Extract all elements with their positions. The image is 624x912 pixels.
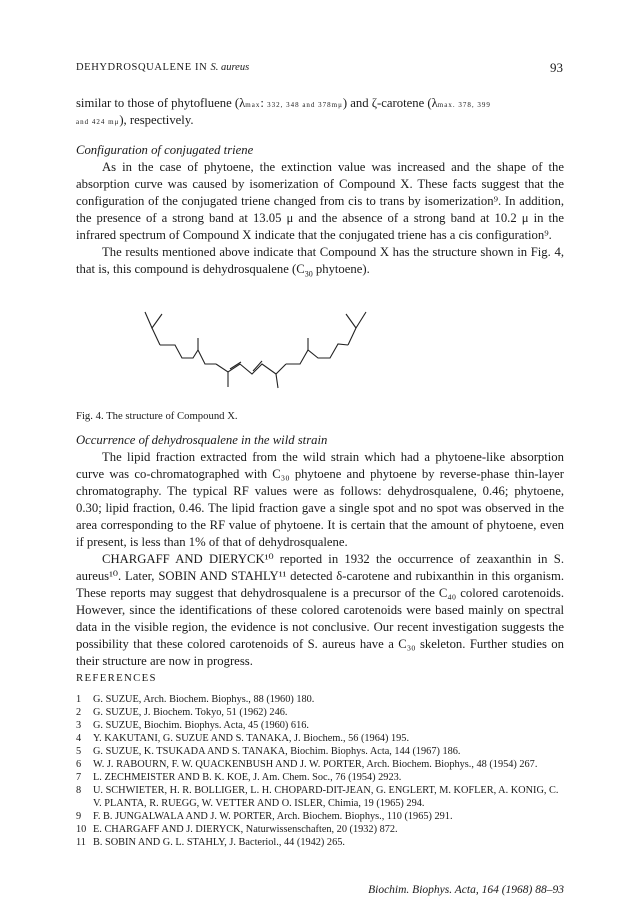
text-fragment: : xyxy=(260,96,268,110)
paragraph: As in the case of phytoene, the extinction value was increased and the shape of the absorption curve was caused by isomerization of Compound X. These facts suggest that the configuration of the conjugated triene changed from cis to trans by isomerization⁹. In addition, the presence of a strong band at 13.05 μ and the absence of a strong band at 10.2 μ in the infrared spectrum of Compound X indicate that the conjugated triene has a cis configuration⁹. xyxy=(76,160,564,242)
page-number: 93 xyxy=(550,60,563,75)
ref-text: G. SUZUE, J. Biochem. Tokyo, 51 (1962) 246. xyxy=(93,707,288,718)
paragraph xyxy=(76,244,564,283)
ref-text: F. B. JUNGALWALA AND J. W. PORTER, Arch. Biochem. Biophys., 110 (1965) 291. xyxy=(93,811,453,822)
reference-item xyxy=(76,719,564,732)
reference-item xyxy=(76,745,564,758)
subscript: 30 xyxy=(304,269,313,279)
running-title: DEHYDROSQUALENE IN xyxy=(76,62,208,73)
ref-number: 6 xyxy=(76,759,82,770)
figure-caption: Fig. 4. The structure of Compound X. xyxy=(76,410,238,422)
ref-text: U. SCHWIETER, H. R. BOLLIGER, L. H. CHOPARD-DIT-JEAN, G. ENGLERT, M. KOFLER, A. KONIG, C. V. PLANTA, R. RUEGG, W. VETTER AND O. ISLER, Chimia, 19 (1965) 294. xyxy=(93,785,559,809)
section-heading-occurrence: Occurrence of dehydrosqualene in the wild strain xyxy=(76,433,328,447)
ref-text: Y. KAKUTANI, G. SUZUE AND S. TANAKA, J. Biochem., 56 (1964) 195. xyxy=(93,733,410,744)
reference-item xyxy=(76,810,564,823)
ref-number: 10 xyxy=(76,824,87,835)
section-occurrence xyxy=(76,432,564,670)
running-title-species: S. aureus xyxy=(210,62,250,73)
running-header xyxy=(76,62,563,73)
ref-text: G. SUZUE, K. TSUKADA AND S. TANAKA, Biochim. Biophys. Acta, 144 (1967) 186. xyxy=(93,746,461,757)
main-text xyxy=(76,96,564,283)
paragraph: CHARGAFF AND DIERYCK¹⁰ reported in 1932 the occurrence of zeaxanthin in S. aureus¹⁰. Later, SOBIN AND STAHLY¹¹ detected δ-carotene and rubixanthin in this organism. These reports may suggest that dehydrosqualene is a precursor of the C₄₀ colored carotenoids. However, since the identifications of these colored carotenoids were based mainly on spectral data in the visible region, the evidence is not conclusive. Our recent investigation suggests the possibility that these colored carotenoids of S. aureus have a C₃₀ skeleton. Further studies on their structure are now in progress. xyxy=(76,552,564,668)
reference-item xyxy=(76,732,564,745)
reference-item xyxy=(76,758,564,771)
phytofluene-wavelengths: 332, 348 and 378mμ xyxy=(267,101,343,109)
ref-text: E. CHARGAFF AND J. DIERYCK, Naturwissenschaften, 20 (1932) 872. xyxy=(93,824,398,835)
structure-diagram xyxy=(120,292,420,402)
ref-text: W. J. RABOURN, F. W. QUACKENBUSH AND J. W. PORTER, Arch. Biochem. Biophys., 48 (1954) 267. xyxy=(93,759,538,770)
continued-paragraph xyxy=(76,96,564,130)
references-list xyxy=(76,693,564,849)
ref-text: G. SUZUE, Arch. Biochem. Biophys., 88 (1960) 180. xyxy=(93,694,315,705)
ref-number: 1 xyxy=(76,694,82,705)
reference-item xyxy=(76,771,564,784)
section-heading-configuration: Configuration of conjugated triene xyxy=(76,143,254,157)
text-fragment: ), respectively. xyxy=(119,113,194,127)
ref-number: 2 xyxy=(76,707,82,718)
references-heading: REFERENCES xyxy=(76,672,157,684)
reference-item xyxy=(76,836,564,849)
journal-citation-footer: Biochim. Biophys. Acta, 164 (1968) 88–93 xyxy=(368,884,564,896)
carotene-wavelengths: . 378, 399 xyxy=(452,101,491,109)
ref-number: 4 xyxy=(76,733,82,744)
carotene-wavelengths-cont: and 424 mμ xyxy=(76,118,120,126)
text-fragment: similar to those of phytofluene (λ xyxy=(76,96,246,110)
ref-text: G. SUZUE, Biochim. Biophys. Acta, 45 (1960) 616. xyxy=(93,720,309,731)
lambda-subscript: max xyxy=(437,101,453,109)
reference-item xyxy=(76,784,564,810)
ref-number: 9 xyxy=(76,811,82,822)
ref-number: 11 xyxy=(76,837,86,848)
paragraph: The lipid fraction extracted from the wild strain which had a phytoene-like absorption curve was co-chromatographed with C₃₀ phytoene and phytoene by reverse-phase thin-layer chromatography. The typical RF values were as follows: dehydrosqualene, 0.46; phytoene, 0.30; lipid fraction, 0.46. The lipid fraction gave a single spot and no spot was observed in the area corresponding to the RF value of phytoene. It is certain that the amount of phytoene, even if present, is less than 1% of that of dehydrosqualene. xyxy=(76,450,564,549)
ref-number: 3 xyxy=(76,720,82,731)
ref-text: B. SOBIN AND G. L. STAHLY, J. Bacteriol., 44 (1942) 265. xyxy=(93,837,345,848)
reference-item xyxy=(76,706,564,719)
ref-text: L. ZECHMEISTER AND B. K. KOE, J. Am. Chem. Soc., 76 (1954) 2923. xyxy=(93,772,402,783)
text-fragment: phytoene). xyxy=(312,262,370,276)
text-fragment: The results mentioned above indicate that Compound X has the structure shown in Fig. 4, that is, this compound is dehydrosqualene (C xyxy=(76,245,564,276)
ref-number: 7 xyxy=(76,772,82,783)
text-fragment: ) and ζ-carotene (λ xyxy=(342,96,438,110)
reference-item xyxy=(76,693,564,706)
ref-number: 8 xyxy=(76,785,82,796)
lambda-subscript: max xyxy=(245,101,261,109)
reference-item xyxy=(76,823,564,836)
ref-number: 5 xyxy=(76,746,82,757)
